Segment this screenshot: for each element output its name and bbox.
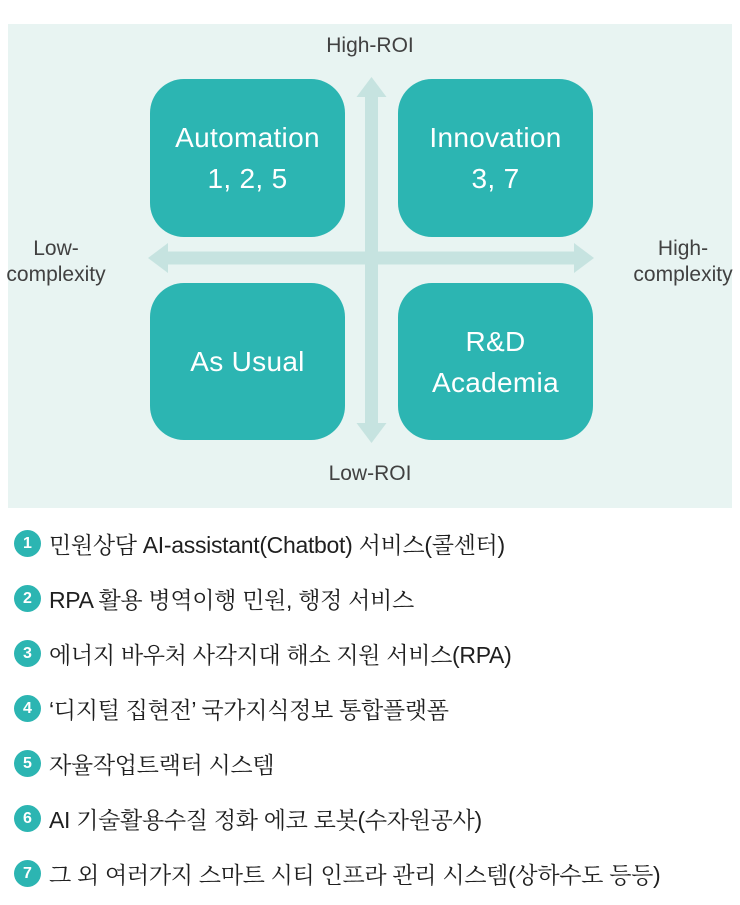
axis-label-low-complexity — [6, 236, 106, 288]
axis-label-text: complexity — [633, 263, 733, 286]
numbered-bullet-icon: 5 — [14, 750, 41, 777]
quadrant-box-title: Automation — [175, 122, 320, 153]
quadrant-box-rnd-academia — [398, 283, 593, 440]
axis-label-high-complexity — [628, 236, 738, 288]
quadrant-box-items: Academia — [432, 366, 559, 398]
quadrant-box-automation — [150, 79, 345, 237]
legend-item — [14, 736, 732, 791]
axis-label-low-roi — [8, 461, 732, 487]
quadrant-box-items: 1, 2, 5 — [207, 163, 288, 194]
numbered-bullet-icon: 6 — [14, 805, 41, 832]
quadrant-panel — [8, 24, 732, 508]
numbered-bullet-icon: 3 — [14, 640, 41, 667]
axis-label-text: High-ROI — [326, 34, 414, 57]
axis-label-text: Low-ROI — [328, 462, 412, 485]
legend-item-text: 민원상담 AI-assistant(Chatbot) 서비스(콜센터) — [49, 532, 505, 558]
quadrant-box-title: Innovation — [429, 122, 562, 153]
legend-item-text: 자율작업트랙터 시스템 — [49, 752, 275, 778]
legend-item — [14, 516, 732, 571]
quadrant-box-innovation — [398, 79, 593, 237]
axes-arrows — [8, 24, 732, 508]
legend-list — [14, 516, 732, 901]
axis-label-text: High- — [657, 237, 709, 260]
axis-label-text: Low- — [33, 237, 79, 260]
legend-item — [14, 846, 732, 901]
legend-item-text: ‘디지털 집현전’ 국가지식정보 통합플랫폼 — [49, 697, 449, 723]
quadrant-box-title: R&D — [465, 325, 526, 357]
quadrant-box-as-usual — [150, 283, 345, 440]
legend-item-text: 그 외 여러가지 스마트 시티 인프라 관리 시스템(상하수도 등등) — [49, 862, 661, 888]
numbered-bullet-icon: 2 — [14, 585, 41, 612]
axis-label-text: complexity — [6, 263, 106, 286]
numbered-bullet-icon: 7 — [14, 860, 41, 887]
legend-item-text: RPA 활용 병역이행 민원, 행정 서비스 — [49, 587, 414, 613]
quadrant-box-title: As Usual — [190, 346, 305, 377]
legend-item — [14, 681, 732, 736]
legend-item — [14, 791, 732, 846]
numbered-bullet-icon: 1 — [14, 530, 41, 557]
legend-item — [14, 626, 732, 681]
quadrant-box-items: 3, 7 — [471, 163, 520, 194]
legend-item — [14, 571, 732, 626]
legend-item-text: 에너지 바우처 사각지대 해소 지원 서비스(RPA) — [49, 642, 512, 668]
legend-item-text: AI 기술활용수질 정화 에코 로봇(수자원공사) — [49, 807, 482, 833]
numbered-bullet-icon: 4 — [14, 695, 41, 722]
axis-label-high-roi — [8, 33, 732, 59]
